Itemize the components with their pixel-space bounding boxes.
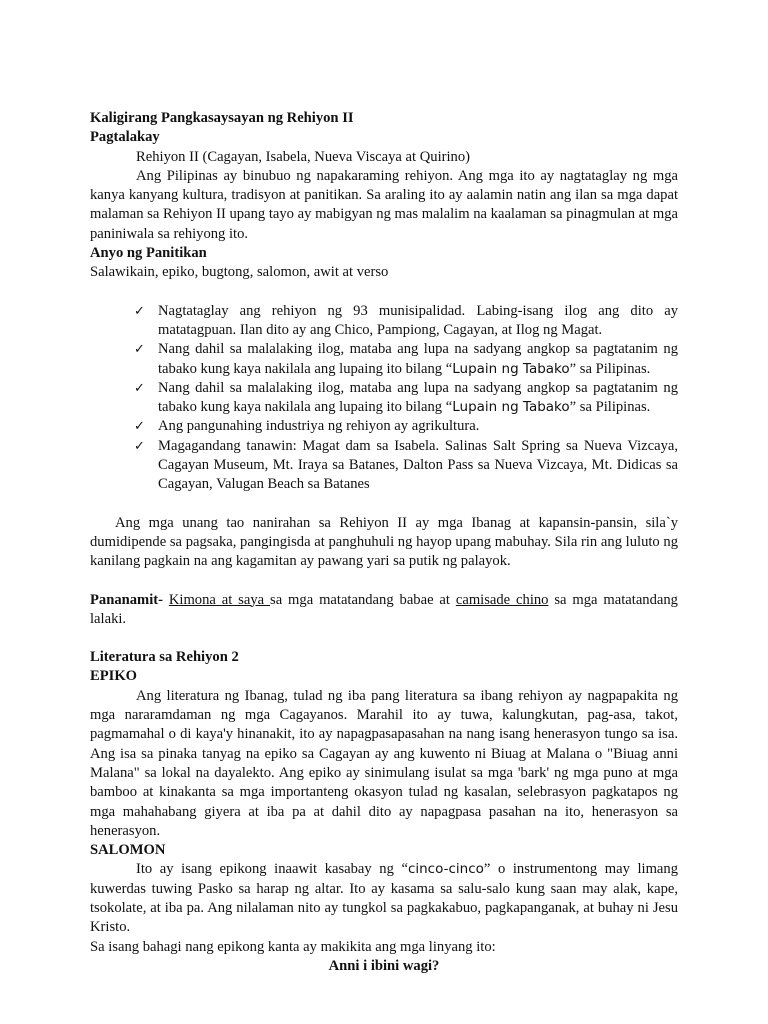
list-item: ✓ Nang dahil sa malalaking ilog, mataba ang lupa na sadyang angkop sa pagtatanim ng tabako kung kaya nakilala ang lupaing ito bilang “Lupain ng Tabako” sa Pilipinas.	[134, 341, 678, 377]
heading-epiko: EPIKO	[90, 668, 138, 685]
heading-salomon: SALOMON	[90, 842, 166, 859]
list-item: ✓ Nagtataglay ang rehiyon ng 93 munisipalidad. Labing-isang ilog ang dito ay matatagpuan. Ilan dito ay ang Chico, Pampiong, Cagayan, at Ilog ng Magat.	[134, 302, 678, 338]
heading-pagtalakay: Pagtalakay	[90, 129, 160, 146]
checkmark-icon: ✓	[134, 380, 145, 396]
checkmark-icon: ✓	[134, 419, 145, 435]
pananamit-paragraph: Pananamit- Kimona at saya sa mga matatandang babae at camisade chino sa mga matatandang lalaki.	[90, 591, 678, 627]
ibanag-paragraph: Ang mga unang tao nanirahan sa Rehiyon II ay mga Ibanag at kapansin-pansin, sila`y dumidipende sa pagsaka, pangingisda at panghuhuli ng hayop upang mabuhay. Sila rin ang luluto ng kanilang pagkain na ang kagamitan ay pawang yari sa putik ng palayok.	[90, 514, 678, 570]
anyo-list: Salawikain, epiko, bugtong, salomon, awit at verso	[90, 264, 389, 281]
epiko-paragraph: Ang literatura ng Ibanag, tulad ng iba pang literatura sa ibang rehiyon ay nagpapakita ng mga nararamdaman ng mga Cagayanos. Marahil ito ay tuwa, kalungkutan, pag-asa, takot, pagmamahal o di kaya'y hinanakit, ito ay napagpasapasahan na nang isang henerasyon tungo sa isa. Ang isa sa pinaka tanyag na epiko sa Cagayan ay ang kuwento ni Biuag at Malana o "Biuag anni Malana" sa lokal na dayalekto. Ang epiko ay sinimulang isulat sa mga 'bark' ng mga puno at mga bamboo at kinakanta sa mga importanteng okasyon tulad ng kasalan, selebrasyon pagkatapos ng mga mahahabang giyera at iba pa at dahil dito ay napagpasa pasahan na ito, henerasyon sa henerasyon.	[90, 687, 678, 839]
song-line: Anni i ibini wagi?	[328, 957, 440, 974]
salomon-paragraph: Ito ay isang epikong inaawit kasabay ng “cinco-cinco” o instrumentong may limang kuwerdas tuwing Pasko sa harap ng altar. Ito ay kasama sa salu-salo kung saan may alak, kape, tsokolate, at iba pa. Ang nilalaman nito ay tungkol sa pagkakabuo, pagkapanganak, at buhay ni Jesu Kristo.	[90, 861, 679, 936]
salomon-intro: Sa isang bahagi nang epikong kanta ay makikita ang mga linyang ito:	[90, 938, 496, 955]
heading-literatura: Literatura sa Rehiyon 2	[90, 649, 239, 666]
pananamit-term-kimona: Kimona at saya	[168, 591, 271, 608]
checkmark-icon: ✓	[134, 303, 145, 319]
pananamit-term-camisade: camisade chino	[455, 591, 549, 608]
checkmark-icon: ✓	[134, 342, 145, 358]
checkmark-icon: ✓	[134, 438, 145, 454]
document-title: Kaligirang Pangkasaysayan ng Rehiyon II	[90, 110, 354, 126]
bullet-list	[90, 302, 678, 495]
list-item: ✓ Magagandang tanawin: Magat dam sa Isabela. Salinas Salt Spring sa Nueva Vizcaya, Cagayan Museum, Mt. Iraya sa Batanes, Dalton Pass sa Nueva Vizcaya, Mt. Didicas sa Cagayan, Valugan Beach sa Batanes	[134, 437, 678, 493]
list-item: ✓ Nang dahil sa malalaking ilog, mataba ang lupa na sadyang angkop sa pagtatanim ng tabako kung kaya nakilala ang lupaing ito bilang “Lupain ng Tabako” sa Pilipinas.	[134, 379, 678, 416]
pananamit-label: Pananamit-	[90, 591, 163, 608]
heading-anyo-ng-panitikan: Anyo ng Panitikan	[90, 245, 207, 262]
region-line: Rehiyon II (Cagayan, Isabela, Nueva Viscaya at Quirino)	[136, 148, 470, 165]
intro-paragraph: Ang Pilipinas ay binubuo ng napakaraming rehiyon. Ang mga ito ay nagtataglay ng mga kanya kanyang kultura, tradisyon at panitikan. Sa araling ito ay aalamin natin ang ilan sa mga dapat malaman sa Rehiyon II upang tayo ay mabigyan ng mas malalim na kaalaman sa pinagmulan at mga paniniwala sa rehiyong ito.	[90, 167, 678, 242]
list-item: ✓ Ang pangunahing industriya ng rehiyon ay agrikultura.	[134, 417, 678, 436]
